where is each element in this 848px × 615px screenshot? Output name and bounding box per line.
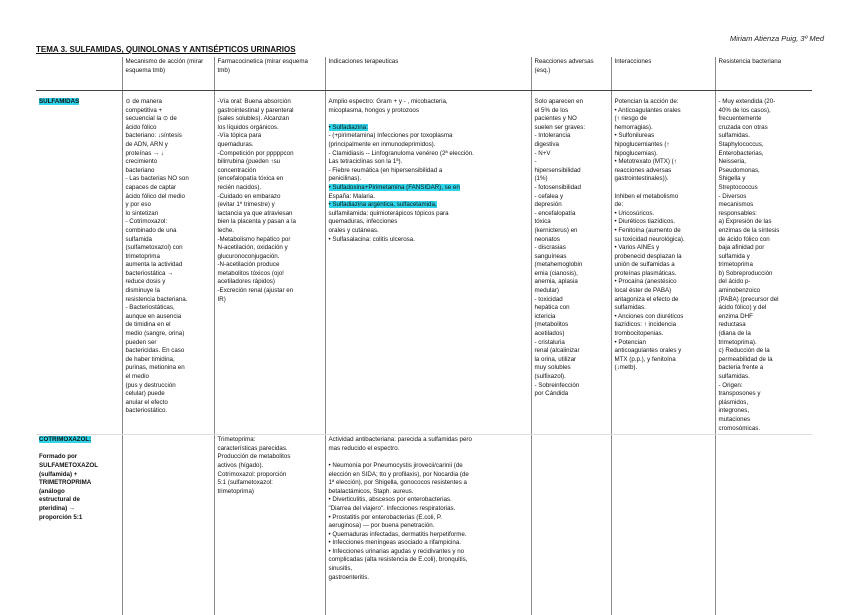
text-line: muy solubles xyxy=(534,364,571,372)
text-line: • Infecciones meníngeas asociado a rifampicina. xyxy=(328,539,462,547)
text-line: local éster de PABA) xyxy=(614,287,672,295)
text-line: - Intolerancia xyxy=(534,132,571,140)
header-pharmacokinetics: Farmacocinetica (mirar esquema tmb) xyxy=(214,57,325,91)
text-line: Actividad antibacteriana: parecida a sulfamidas pero xyxy=(328,436,472,444)
text-line: hemorragias). xyxy=(614,123,653,131)
text-line: de ADN, ARN y xyxy=(125,140,168,148)
text-line: bacteriostática → xyxy=(125,269,174,277)
text-line: concentración xyxy=(217,166,257,174)
header-mechanism: Mecanismo de acción (mirar esquema tmb) xyxy=(122,57,214,91)
cell-adverse xyxy=(531,97,611,435)
text-line: c) Reducción de la xyxy=(718,347,770,355)
text-line: neonatos xyxy=(534,235,560,243)
text-line: bactericidas. En caso xyxy=(125,347,185,355)
text-line: tiazídicos: ↑ incidencia xyxy=(614,321,677,329)
text-line: ictericia xyxy=(534,312,556,320)
text-line: leche. xyxy=(217,226,235,234)
text-line: 5:1 (sulfametoxazol: xyxy=(217,479,273,487)
text-line: medio (sangre, orina) xyxy=(125,330,185,338)
text-line: • Quemaduras infectadas, dermatitis herpetiforme. xyxy=(328,530,467,538)
text-line: pteridina) → xyxy=(39,504,76,512)
author-name: Miriam Atienza Puig, 3º Med xyxy=(729,34,824,43)
text-line: • Diuréticos tiazídicos. xyxy=(614,218,676,226)
text-line: reductasa xyxy=(718,321,746,329)
text-line: ⊙ de manera xyxy=(125,98,162,105)
text-line: depresión xyxy=(534,201,562,209)
text-line: -Vía tópica para xyxy=(217,132,262,140)
text-line: ácido fólico del medio xyxy=(125,192,186,200)
text-line: • Metotrexato (MTX) (↑ xyxy=(614,158,677,166)
text-line: mecanismos xyxy=(718,201,754,209)
text-line: - Sobreinfección xyxy=(534,381,580,389)
text-line: - Las bacterias NO son xyxy=(125,175,189,183)
text-line: Solo aparecen en xyxy=(534,98,584,105)
text-line: proteínas → ↓ xyxy=(125,149,165,157)
text-line: (↓metb). xyxy=(614,364,638,372)
text-line: bacteriostático. xyxy=(125,407,168,415)
table-row-cotrimoxazol xyxy=(36,435,812,615)
text-line: sulfamida xyxy=(125,235,152,243)
text-line: - Cotrimoxazol: xyxy=(125,218,168,226)
text-line: gastroenteritis. xyxy=(328,573,370,581)
text-line: proteínas plasmáticas. xyxy=(614,269,677,277)
text-line: • Sulfadoxina+Pirimetamina (FANSIDAR), se en xyxy=(328,183,460,191)
text-line: digestiva xyxy=(534,140,559,148)
text-line: (encefalopatía tóxica en xyxy=(217,175,284,183)
text-line: capaces de captar xyxy=(125,183,177,191)
cell-resistance xyxy=(715,97,812,435)
text-line: lactancia ya que atraviesan xyxy=(217,209,293,217)
text-line: betalactámicos, Staph. aureus. xyxy=(328,487,414,495)
text-line: -Competición por pppppcon xyxy=(217,149,294,157)
text-line: competitiva + xyxy=(125,106,163,114)
text-line: Staphylococcus, xyxy=(718,140,764,148)
text-line: (pus y destrucción xyxy=(125,381,176,389)
text-line: proporción 5:1 xyxy=(39,513,83,521)
text-line: estructural de xyxy=(39,496,80,504)
text-line: "Diarrea del viajero". Infecciones respiratorias. xyxy=(328,504,456,512)
text-line: integrones, xyxy=(718,407,750,415)
text-line: • Sulfasalacina: colitis ulcerosa. xyxy=(328,235,415,243)
header-interactions: Interacciones xyxy=(611,57,715,91)
text-line: - discrasias xyxy=(534,244,566,252)
text-line: sinusitis, xyxy=(328,565,353,573)
text-line: suelen ser graves: xyxy=(534,123,586,131)
text-line: aminobenzoico xyxy=(718,287,761,295)
text-line: (principalmente en inmunodeprimidos). xyxy=(328,140,436,148)
text-line: bilirrubina (pueden ↑su xyxy=(217,158,281,166)
table-row-sulfamidas xyxy=(36,97,812,435)
cell-interactions xyxy=(611,97,715,435)
text-line: trimetoprima). xyxy=(718,338,757,346)
header-resistance: Resistencia bacteriana xyxy=(715,57,812,91)
text-line: tóxica xyxy=(534,218,551,226)
text-line: emia (cianosis), xyxy=(534,269,578,277)
text-line: complicadas (alta resistencia de E.coli), bronquitis, xyxy=(328,556,468,564)
text-line: Inhiben el metabolismo xyxy=(614,192,679,200)
row-label-sulfamidas: SULFAMIDAS xyxy=(36,97,122,435)
text-line: Neisseria, xyxy=(718,158,747,166)
text-line: - Bacteriostáticas, xyxy=(125,304,175,312)
text-line: por Cándida xyxy=(534,390,569,398)
text-line: acetilados) xyxy=(534,330,565,338)
text-line: medular) xyxy=(534,287,559,295)
text-line: trimetoprima xyxy=(125,252,160,260)
cell-pharmacokinetics-2 xyxy=(214,435,325,615)
text-line: - Origen: xyxy=(718,381,743,389)
text-line: pueden ser xyxy=(125,338,157,346)
text-line: • Varios AINEs y xyxy=(614,244,660,252)
text-line: sulfamidas. xyxy=(718,132,750,140)
text-line: el 5% de los xyxy=(534,106,569,114)
text-line: • Sulfonilureas xyxy=(614,132,655,140)
text-line: anular el efecto xyxy=(125,398,168,406)
text-line: resistencia bacteriana. xyxy=(125,295,188,303)
text-line: bacteriano: ↓síntesis xyxy=(125,132,182,140)
text-line: quemaduras. xyxy=(217,140,254,148)
text-line: aumenta la actividad xyxy=(125,261,183,269)
text-line: • Anticoagulantes orales xyxy=(614,106,681,114)
text-line: sulfamida y xyxy=(718,252,750,260)
text-line: (sulfamida) + xyxy=(39,470,78,478)
text-line: • Uricosúricos. xyxy=(614,209,655,217)
text-line: Shigella y xyxy=(718,175,746,183)
text-line: -N-acetilación produce xyxy=(217,261,280,269)
cotrimoxazol-description xyxy=(39,453,119,522)
text-line: reduce dosis y xyxy=(125,278,166,286)
text-line: micoplasma, hongos y protozoos xyxy=(328,106,419,114)
text-line: unión de sulfamidas a xyxy=(614,261,675,269)
text-line: -Vía oral: Buena absorción xyxy=(217,98,291,105)
text-line: Amplio espectro: Gram + y - , micobacteria, xyxy=(328,98,448,105)
text-line: quemaduras, infecciones xyxy=(328,218,398,226)
text-line: celular) puede xyxy=(125,390,165,398)
text-line: transposones y xyxy=(718,390,761,398)
text-line: trimetoprima xyxy=(718,261,753,269)
text-line: anemia, aplasia xyxy=(534,278,578,286)
text-line: sulfamidas. xyxy=(718,373,750,380)
text-line: Pseudomonas, xyxy=(718,166,760,174)
text-line: - fotosensibilidad xyxy=(534,183,581,191)
text-line: probenecid desplazan la xyxy=(614,252,682,260)
document-title: TEMA 3. SULFAMIDAS, QUINOLONAS Y ANTISÉPTICOS URINARIOS xyxy=(36,45,296,54)
text-line: (↑ riesgo de xyxy=(614,115,647,123)
text-line: • Fenitoína (aumento de xyxy=(614,226,681,234)
text-line: enzimas de la síntesis xyxy=(718,226,780,234)
text-line: permeabilidad de la xyxy=(718,355,773,363)
text-line: combinado de una xyxy=(125,226,177,234)
text-line: b) Sobreproducción xyxy=(718,269,773,277)
text-line: • Prostatitis por enterobacterias (E.coli, P. xyxy=(328,513,442,521)
text-line: gastrointestinales)). xyxy=(614,175,669,183)
text-line: sulfamilamida: quimioterápicos tópicos para xyxy=(328,209,449,217)
text-line: gastrointestinal y parenteral xyxy=(217,106,294,114)
text-line: metabolitos tóxicos (ojo! xyxy=(217,269,284,277)
text-line: (sales solubles). Alcanzan xyxy=(217,115,290,123)
text-line: los líquidos orgánicos. xyxy=(217,123,279,131)
cell-adverse-empty xyxy=(531,435,611,615)
text-line: TRIMETROPRIMA xyxy=(39,479,92,487)
text-line: - cristaluria xyxy=(534,338,565,346)
text-line: cromosómicas. xyxy=(718,424,761,432)
text-line: Streptococcus xyxy=(718,183,758,191)
text-line: sanguíneas xyxy=(534,252,567,260)
text-line: enzima DHF xyxy=(718,312,753,320)
text-line: frecuentemente xyxy=(718,115,762,123)
text-line: renal (alcalinizar xyxy=(534,347,580,355)
text-line: anticoagulantes orales y xyxy=(614,347,682,355)
text-line: (sulfametoxazol) con xyxy=(125,244,183,252)
cell-indications xyxy=(325,97,531,435)
text-line: • Anciones con diuréticos xyxy=(614,312,684,320)
text-line: - Diversos xyxy=(718,192,747,200)
text-line: - (+pirimetamina) Infecciones por toxoplasma xyxy=(328,132,453,140)
header-empty xyxy=(36,57,122,91)
text-line: cruzada con otras xyxy=(718,123,768,131)
text-line: Trimetoprima: xyxy=(217,436,256,444)
cell-resistance-empty xyxy=(715,435,812,615)
text-line: bacteriano xyxy=(125,166,155,174)
text-line: trombocitopenias. xyxy=(614,330,664,338)
text-line: del ácido p- xyxy=(718,278,751,286)
text-line: IR) xyxy=(217,295,226,303)
text-line: activos (hígado). xyxy=(217,461,264,469)
text-line: plásmidos, xyxy=(718,398,749,406)
text-line: Potencian la acción de: xyxy=(614,98,679,105)
text-line: - Fiebre reumática (en hipersensibilidad a xyxy=(328,166,443,174)
text-line: purinas, metionina en xyxy=(125,364,185,372)
text-line: pacientes y NO xyxy=(534,115,577,123)
text-line: y por eso xyxy=(125,201,151,209)
text-line: su toxicidad neurológica). xyxy=(614,235,685,243)
text-line: recién nacidos). xyxy=(217,183,262,191)
text-line: - Muy extendida (20- xyxy=(718,98,776,105)
text-line: - N+V xyxy=(534,149,551,157)
text-line xyxy=(615,184,712,193)
text-line: acetiladores rápidos) xyxy=(217,278,275,286)
text-line: características parecidas. xyxy=(217,444,288,452)
text-line: penicilinas). xyxy=(328,175,362,183)
text-line: mutaciones xyxy=(718,415,751,423)
text-line: • Sulfadiazina: xyxy=(328,123,368,131)
text-line: 1ª elección), por Shigella, gonococos resistentes a xyxy=(328,479,467,487)
text-line: -Metabolismo hepático por xyxy=(217,235,291,243)
text-line: hipoglucemiantes (↑ xyxy=(614,140,670,148)
text-line: (análogo xyxy=(39,487,65,495)
text-line: aunque en ausencia xyxy=(125,312,182,320)
text-line: hipersensibilidad xyxy=(534,166,581,174)
text-line: baja afinidad por xyxy=(718,244,765,252)
text-line: • Sulfadiazina argéntica, sulfacetamida, xyxy=(328,201,437,209)
text-line: reacciones adversas xyxy=(614,166,672,174)
text-line: secuencial la ⊙ de xyxy=(125,115,177,123)
text-line: de haber timidina, xyxy=(125,355,175,363)
header-row xyxy=(36,57,812,91)
text-line: ácido fólico) y del xyxy=(718,304,767,312)
text-line: (sulfixazol). xyxy=(534,373,566,380)
text-line: • Neumonía por Pneumocystis jirovecii/carinii (de xyxy=(328,461,463,469)
text-line: - xyxy=(534,158,537,166)
text-line: bien la placenta y pasan a la xyxy=(217,218,296,226)
text-line: • Procaína (anestésico xyxy=(614,278,677,286)
text-line: - cefalea y xyxy=(534,192,564,200)
text-line: • Infecciones urinarias agudas y recidivantes y no xyxy=(328,547,465,555)
text-line: hipoglucemias). xyxy=(614,149,658,157)
text-line: la orina, utilizar xyxy=(534,355,577,363)
text-line: orales y cutáneas. xyxy=(328,226,379,234)
text-line: (diana de la xyxy=(718,330,751,338)
text-line: de timidina en el xyxy=(125,321,171,329)
text-line: España: Malaria. xyxy=(328,192,375,200)
text-line: - Clamidiasis -- Linfogranuloma venéreo (2ª elección. xyxy=(328,149,474,157)
text-line: Enterobacterias, xyxy=(718,149,764,157)
text-line: ácido fólico xyxy=(125,123,157,131)
text-line: -Cuidado en embarazo xyxy=(217,192,281,200)
text-line: Formado por xyxy=(39,453,78,461)
text-line: responsables: xyxy=(718,209,758,217)
text-line: elección en SIDA; tto y profilaxis), por Nocardia (de xyxy=(328,470,469,478)
text-line: glucuronoconjugación. xyxy=(217,252,280,260)
text-line: • Potencian xyxy=(614,338,646,346)
text-line: (metabolitos xyxy=(534,321,569,329)
text-line: (evitar 1º trimestre) y xyxy=(217,201,275,209)
text-line xyxy=(329,453,528,462)
text-line: mas reducido el espectro. xyxy=(328,444,400,452)
text-line: (kernicterus) en xyxy=(534,226,578,234)
text-line: el medio xyxy=(125,373,149,380)
text-line: • Diverticulitis, abscesos por enterobacterias. xyxy=(328,496,452,504)
text-line: Las tetraciclinas son la 1ª). xyxy=(328,158,403,166)
text-line: aeruginosa) --- por buena penetración. xyxy=(328,522,435,530)
text-line: de: xyxy=(614,201,624,209)
cell-indications-2 xyxy=(325,435,531,615)
text-line: antagoniza el efecto de xyxy=(614,295,679,303)
row-label-cotrimoxazol: COTRIMOXAZOL: Formado por SULFAMETOXAZOL (sulfamida) + TRIMETROPRIMA (análogo estructural de pteridina) → proporción 5:1 xyxy=(36,435,122,615)
text-line: N-acetilación, oxidación y xyxy=(217,244,288,252)
cell-mechanism xyxy=(122,97,214,435)
cell-mechanism-empty xyxy=(122,435,214,615)
text-line: - encefalopatía xyxy=(534,209,576,217)
cell-interactions-empty xyxy=(611,435,715,615)
text-line: lo sintetizan xyxy=(125,209,159,217)
text-line: (metahemoglobin xyxy=(534,261,583,269)
header-adverse: Reacciones adversas (esq.) xyxy=(531,57,611,91)
text-line: bacteria frente a xyxy=(718,364,764,372)
text-line: de ácido fólico con xyxy=(718,235,770,243)
text-line: (PABA) (precursor del xyxy=(718,295,779,303)
text-line: MTX (p.p.), y fenitoína xyxy=(614,355,676,363)
text-line: a) Expresión de las xyxy=(718,218,772,226)
text-line xyxy=(329,115,528,124)
text-line: - toxicidad xyxy=(534,295,563,303)
text-line: sulfamidas. xyxy=(614,304,646,312)
text-line: -Excreción renal (ajustar en xyxy=(217,287,294,295)
text-line: Producción de metabolitos xyxy=(217,453,291,461)
text-line: 40% de los casos), xyxy=(718,106,771,114)
text-line: disminuye la xyxy=(125,287,160,295)
text-line: hepática con xyxy=(534,304,570,312)
cell-pharmacokinetics xyxy=(214,97,325,435)
text-line: SULFAMETOXAZOL xyxy=(39,461,99,469)
summary-table xyxy=(36,57,812,615)
header-indications: Indicaciones terapeuticas xyxy=(325,57,531,91)
text-line: crecimiento xyxy=(125,158,158,166)
text-line: trimetoprima) xyxy=(217,487,254,495)
text-line: Cotrimoxazol: proporción xyxy=(217,470,287,478)
text-line: (1%) xyxy=(534,175,548,183)
